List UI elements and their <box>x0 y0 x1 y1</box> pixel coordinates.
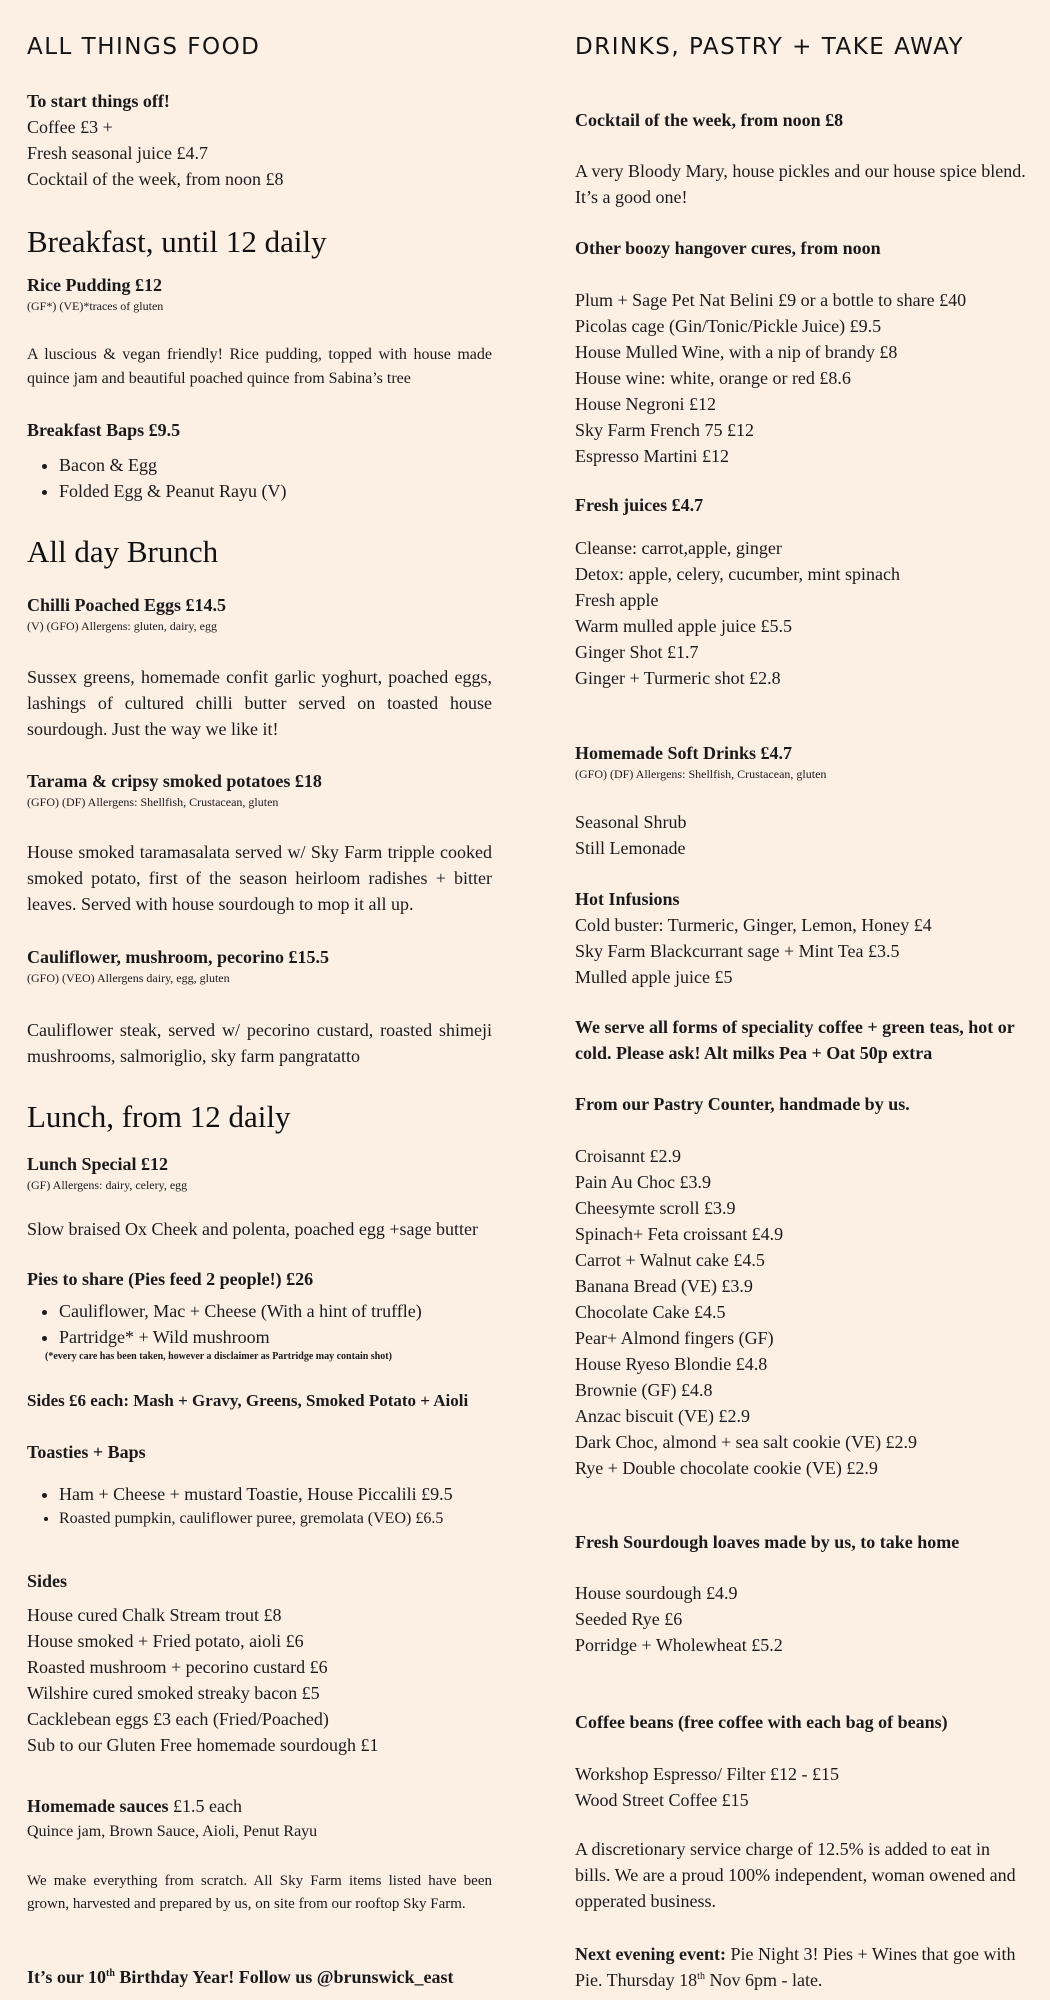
pastry-item: Anzac biscuit (VE) £2.9 <box>575 1406 750 1426</box>
boozy-item: Sky Farm French 75 £12 <box>575 420 754 440</box>
juice-item: Fresh apple <box>575 590 659 610</box>
drinks-heading: DRINKS, PASTRY + TAKE AWAY <box>575 34 965 60</box>
side-item: Sub to our Gluten Free homemade sourdough £1 <box>27 1735 379 1755</box>
breakfast-baps-title: Breakfast Baps £9.5 <box>27 420 181 440</box>
tarama-item <box>27 768 492 810</box>
lunch-special-tags: (GF) Allergens: dairy, celery, egg <box>27 1178 188 1192</box>
side-item: House smoked + Fried potato, aioli £6 <box>27 1631 304 1651</box>
juices-list <box>575 535 1030 691</box>
sourdough-item: House sourdough £4.9 <box>575 1583 738 1603</box>
pastry-item: Rye + Double chocolate cookie (VE) £2.9 <box>575 1458 878 1478</box>
pastry-item: Croisannt £2.9 <box>575 1146 681 1166</box>
sides-title: Sides <box>27 1571 68 1591</box>
pastry-item: Chocolate Cake £4.5 <box>575 1302 726 1322</box>
boozy-list <box>575 287 1030 469</box>
next-event <box>575 1941 1030 1993</box>
cauliflower-item <box>27 944 492 986</box>
tarama-title: Tarama & cripsy smoked potatoes £18 <box>27 771 322 791</box>
side-item: Cacklebean eggs £3 each (Fried/Poached) <box>27 1709 329 1729</box>
breakfast-baps-item <box>27 417 492 504</box>
boozy-item: Picolas cage (Gin/Tonic/Pickle Juice) £9.5 <box>575 316 882 336</box>
soft-drinks-list <box>575 809 1030 861</box>
side-item: Roasted mushroom + pecorino custard £6 <box>27 1657 328 1677</box>
coffee-note: We serve all forms of speciality coffee + green teas, hot or cold. Please ask! Alt milks Pea + Oat 50p extra <box>575 1017 1015 1063</box>
sauces-price: £1.5 each <box>168 1796 242 1816</box>
boozy-item: House Mulled Wine, with a nip of brandy £8 <box>575 342 898 362</box>
brunch-heading: All day Brunch <box>27 534 219 569</box>
tarama-tags: (GFO) (DF) Allergens: Shellfish, Crustacean, gluten <box>27 795 279 809</box>
infusions-section <box>575 886 1030 990</box>
starter-item: Fresh seasonal juice £4.7 <box>27 143 208 163</box>
soft-drinks-tags: (GFO) (DF) Allergens: Shellfish, Crustacean, gluten <box>575 767 827 781</box>
beans-list <box>575 1761 1030 1813</box>
chilli-eggs-desc: Sussex greens, homemade confit garlic yoghurt, poached eggs, lashings of cultured chilli butter served on toasted house sourdough. Just the way we like it! <box>27 667 492 739</box>
pastry-item: Pear+ Almond fingers (GF) <box>575 1328 774 1348</box>
pie-option: • Partridge* + Wild mushroom <box>59 1324 492 1350</box>
beans-title: Coffee beans (free coffee with each bag of beans) <box>575 1712 948 1732</box>
birthday-follow: Birthday Year! Follow us @brunswick_east <box>114 1967 454 1987</box>
toasties-title: Toasties + Baps <box>27 1442 146 1462</box>
starters-section <box>27 88 492 192</box>
juice-item: Warm mulled apple juice £5.5 <box>575 616 792 636</box>
pies-section <box>27 1266 492 1364</box>
pastry-item: Banana Bread (VE) £3.9 <box>575 1276 753 1296</box>
lunch-special-item <box>27 1151 492 1193</box>
boozy-item: Espresso Martini £12 <box>575 446 729 466</box>
rice-pudding-title: Rice Pudding £12 <box>27 275 163 295</box>
sourdough-item: Porridge + Wholewheat £5.2 <box>575 1635 783 1655</box>
juice-item: Ginger Shot £1.7 <box>575 642 699 662</box>
boozy-item: Plum + Sage Pet Nat Belini £9 or a bottle to share £40 <box>575 290 967 310</box>
boozy-item: House wine: white, orange or red £8.6 <box>575 368 851 388</box>
cocktail-title: Cocktail of the week, from noon £8 <box>575 110 844 130</box>
rice-pudding-desc: A luscious & vegan friendly! Rice pudding, topped with house made quince jam and beautiful poached quince from Sabina’s tree <box>27 346 492 387</box>
pastry-item: Dark Choc, almond + sea salt cookie (VE) £2.9 <box>575 1432 918 1452</box>
starters-title: To start things off! <box>27 91 170 111</box>
event-text: Pie Night 3! Pies + Wines that goe with Pie. Thursday 18 <box>575 1944 1016 1990</box>
sides-section <box>27 1568 492 1758</box>
baps-option: • Bacon & Egg <box>59 452 492 478</box>
infusion-item: Cold buster: Turmeric, Ginger, Lemon, Honey £4 <box>575 915 932 935</box>
starter-item: Cocktail of the week, from noon £8 <box>27 169 284 189</box>
rice-pudding-tags: (GF*) (VE)*traces of gluten <box>27 299 164 313</box>
sourdough-title: Fresh Sourdough loaves made by us, to take home <box>575 1532 960 1552</box>
sauces-section <box>27 1793 492 1845</box>
pastry-title: From our Pastry Counter, handmade by us. <box>575 1094 910 1114</box>
pies-title: Pies to share (Pies feed 2 people!) £26 <box>27 1269 314 1289</box>
cauliflower-title: Cauliflower, mushroom, pecorino £15.5 <box>27 947 330 967</box>
pastry-item: Spinach+ Feta croissant £4.9 <box>575 1224 784 1244</box>
chilli-eggs-item <box>27 592 492 634</box>
event-sup: th <box>697 1971 705 1982</box>
food-heading: ALL THINGS FOOD <box>27 34 261 60</box>
boozy-item: House Negroni £12 <box>575 394 716 414</box>
chilli-eggs-title: Chilli Poached Eggs £14.5 <box>27 595 227 615</box>
pie-option: • Cauliflower, Mac + Cheese (With a hint of truffle) <box>59 1298 492 1324</box>
soft-drink-item: Still Lemonade <box>575 838 686 858</box>
side-item: House cured Chalk Stream trout £8 <box>27 1605 282 1625</box>
soft-drink-item: Seasonal Shrub <box>575 812 687 832</box>
sourdough-item: Seeded Rye £6 <box>575 1609 683 1629</box>
scratch-note: We make everything from scratch. All Sky Farm items listed have been grown, harvested and prepared by us, on site from our rooftop Sky Farm. <box>27 1873 492 1912</box>
sauces-list: Quince jam, Brown Sauce, Aioli, Penut Rayu <box>27 1823 318 1840</box>
birthday-line <box>27 1964 492 1990</box>
sides-line: Sides £6 each: Mash + Gravy, Greens, Smoked Potato + Aioli <box>27 1391 469 1410</box>
event-label: Next evening event: <box>575 1944 726 1964</box>
lunch-special-title: Lunch Special £12 <box>27 1154 169 1174</box>
rice-pudding-item <box>27 272 492 314</box>
juices-title: Fresh juices £4.7 <box>575 495 704 515</box>
pies-note: (*every care has been taken, however a disclaimer as Partridge may contain shot) <box>45 1351 392 1362</box>
soft-drinks-title: Homemade Soft Drinks £4.7 <box>575 743 792 763</box>
side-item: Wilshire cured smoked streaky bacon £5 <box>27 1683 320 1703</box>
birthday-sup: th <box>106 1968 115 1979</box>
birthday-text: It’s our 10 <box>27 1967 107 1987</box>
cocktail-desc: A very Bloody Mary, house pickles and our house spice blend. It’s a good one! <box>575 161 1026 207</box>
toasties-section <box>27 1439 492 1531</box>
beans-item: Workshop Espresso/ Filter £12 - £15 <box>575 1764 840 1784</box>
soft-drinks-section <box>575 740 1030 782</box>
cauliflower-tags: (GFO) (VEO) Allergens dairy, egg, gluten <box>27 971 230 985</box>
juice-item: Cleanse: carrot,apple, ginger <box>575 538 782 558</box>
pastry-item: House Ryeso Blondie £4.8 <box>575 1354 768 1374</box>
breakfast-heading: Breakfast, until 12 daily <box>27 224 327 259</box>
boozy-title: Other boozy hangover cures, from noon <box>575 238 881 258</box>
sourdough-list <box>575 1580 1030 1658</box>
infusion-item: Mulled apple juice £5 <box>575 967 733 987</box>
toastie-option: • Roasted pumpkin, cauliflower puree, gremolata (VEO) £6.5 <box>59 1507 492 1531</box>
tarama-desc: House smoked taramasalata served w/ Sky Farm tripple cooked smoked potato, first of the season heirloom radishes + bitter leaves. Served with house sourdough to mop it all up. <box>27 842 492 914</box>
juice-item: Detox: apple, celery, cucumber, mint spinach <box>575 564 900 584</box>
baps-option: • Folded Egg & Peanut Rayu (V) <box>59 478 492 504</box>
pastry-item: Pain Au Choc £3.9 <box>575 1172 712 1192</box>
service-note: A discretionary service charge of 12.5% is added to eat in bills. We are a proud 100% independent, woman owened and opperated business. <box>575 1839 1016 1911</box>
pastry-item: Brownie (GF) £4.8 <box>575 1380 713 1400</box>
event-time: Nov 6pm - late. <box>704 1970 823 1990</box>
infusions-title: Hot Infusions <box>575 889 680 909</box>
starter-item: Coffee £3 + <box>27 117 113 137</box>
beans-item: Wood Street Coffee £15 <box>575 1790 749 1810</box>
pastry-list <box>575 1143 1030 1481</box>
juice-item: Ginger + Turmeric shot £2.8 <box>575 668 781 688</box>
sauces-title: Homemade sauces <box>27 1796 169 1816</box>
chilli-eggs-tags: (V) (GFO) Allergens: gluten, dairy, egg <box>27 619 217 633</box>
lunch-special-desc: Slow braised Ox Cheek and polenta, poached egg +sage butter <box>27 1219 479 1239</box>
toastie-option: • Ham + Cheese + mustard Toastie, House Piccalili £9.5 <box>59 1481 492 1507</box>
pastry-item: Cheesymte scroll £3.9 <box>575 1198 736 1218</box>
cauliflower-desc: Cauliflower steak, served w/ pecorino custard, roasted shimeji mushrooms, salmoriglio, sky farm pangratatto <box>27 1020 492 1066</box>
infusion-item: Sky Farm Blackcurrant sage + Mint Tea £3.5 <box>575 941 900 961</box>
pastry-item: Carrot + Walnut cake £4.5 <box>575 1250 765 1270</box>
lunch-heading: Lunch, from 12 daily <box>27 1099 291 1134</box>
